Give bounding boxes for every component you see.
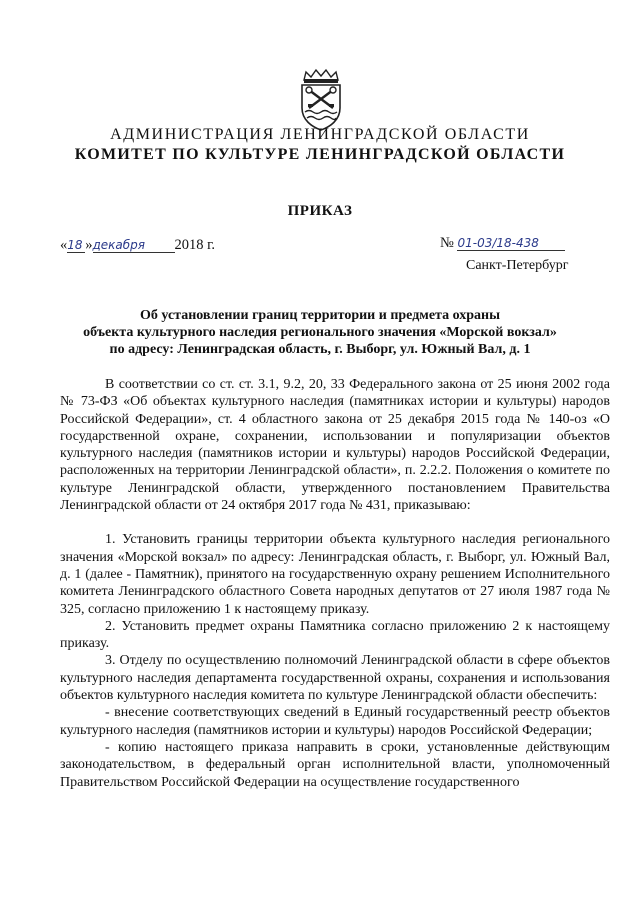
committee-title: КОМИТЕТ ПО КУЛЬТУРЕ ЛЕНИНГРАДСКОЙ ОБЛАСТИ [74,146,566,163]
order-title: ПРИКАЗ [287,203,353,219]
date-close-quote: » [85,237,93,253]
date-year: 2018 г. [174,237,216,253]
order-body [60,376,610,791]
preamble-paragraph: В соответствии со ст. ст. 3.1, 9.2, 20, 33 Федерального закона от 25 июня 2002 года № 73-ФЗ «Об объектах культурного наследия (памятниках истории и культуры) народов Российской Федерации», ст. 4 областного закона от 25 декабря 2015 года № 140-оз «О государственной охране, сохранении, использовании и популяризации объектов культурного наследия (памятников истории и культуры) народов Российской Федерации, расположенных на территории Ленинградской области», п. 2.2.2. Положения о комитете по культуре Ленинградской области, утвержденного постановлением Правительства Ленинградской области от 24 октября 2017 года № 431, приказываю: [60,377,610,514]
item-3: 3. Отделу по осуществлению полномочий Ленинградской области в сфере объектов культурного наследия департамента государственной охраны, сохранения и использования объектов культурного наследия комитета по культуре Ленинградской области обеспечить: [60,653,610,704]
city: Санкт-Петербург [466,258,569,273]
number-prefix: № [440,235,454,251]
order-number [440,235,565,252]
item-3-subitem-2: - копию настоящего приказа направить в сроки, установленные действующим законодательством, в федеральный орган исполнительной власти, уполномоченный Правительством Российской Федерации на осуществление государственного [60,739,610,790]
date-day-handwritten: 18 [67,238,85,253]
order-subject [60,307,580,358]
date-open-quote: « [60,237,68,253]
order-date [60,237,215,254]
item-3-subitem-1: - внесение соответствующих сведений в Единый государственный реестр объектов культурного наследия (памятников истории и культуры) народов Российской Федерации; [60,705,610,738]
paragraph-gap [60,514,610,531]
item-2: 2. Установить предмет охраны Памятника согласно приложению 2 к настоящему приказу. [60,618,610,652]
administration-title: АДМИНИСТРАЦИЯ ЛЕНИНГРАДСКОЙ ОБЛАСТИ [110,126,530,143]
date-month-handwritten: декабря [93,238,175,253]
number-handwritten: 01-03/18-438 [457,236,565,251]
subject-line: по адресу: Ленинградская область, г. Выборг, ул. Южный Вал, д. 1 [109,342,531,357]
subject-line: Об установлении границ территории и предмета охраны [139,308,501,323]
subject-line: объекта культурного наследия регионального значения «Морской вокзал» [83,325,557,340]
leningrad-oblast-coat-of-arms-icon [296,68,346,132]
item-1: 1. Установить границы территории объекта культурного наследия регионального значения «Морской вокзал» по адресу: Ленинградская область, г. Выборг, ул. Южный Вал, д. 1 (далее - Памятник), принятого на государственную охрану решением Исполнительного комитета Ленинградского областного Совета народных депутатов от 27 июля 1987 года № 325, согласно приложению 1 к настоящему приказу. [60,532,610,617]
